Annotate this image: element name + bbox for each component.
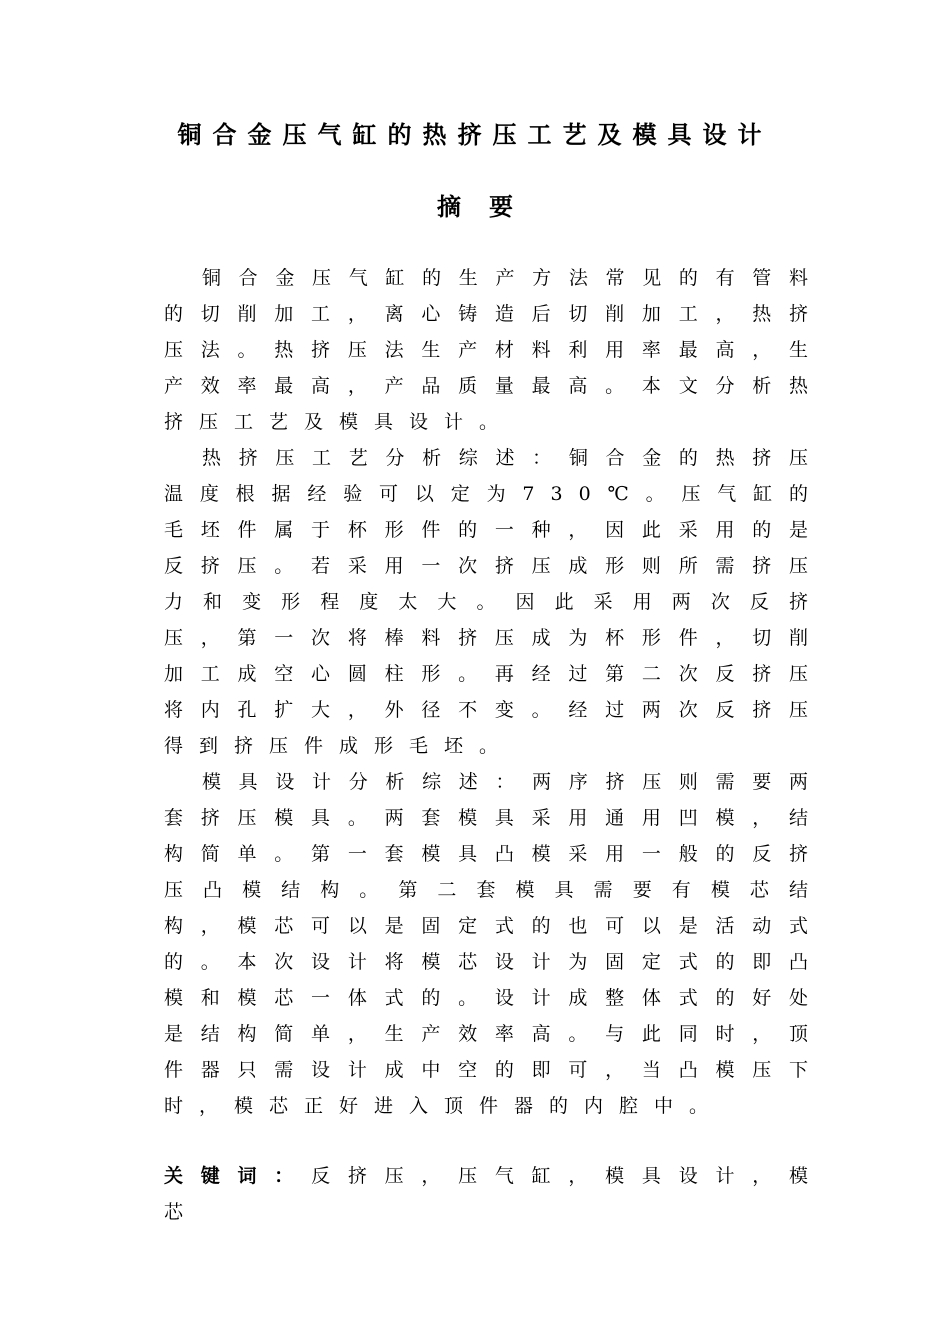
abstract-paragraph-1: 铜合金压气缸的生产方法常见的有管料的切削加工，离心铸造后切削加工，热挤压法。热挤压法生产材料利用率最高，生产效率最高，产品质量最高。本文分析热挤压工艺及模具设计。: [164, 267, 824, 433]
abstract-paragraph-2: 热挤压工艺分析综述：铜合金的热挤压温度根据经验可以定为730℃。压气缸的毛坯件属于杯形件的一种，因此采用的是反挤压。若采用一次挤压成形则所需挤压力和变形程度太大。因此采用两次反挤压，第一次将棒料挤压成为杯形件，切削加工成空心圆柱形。再经过第二次反挤压将内孔扩大，外径不变。经过两次反挤压得到挤压件成形毛坯。: [164, 447, 824, 757]
keywords-label: 关键词：: [164, 1165, 312, 1187]
keywords-line: [164, 1158, 824, 1230]
keywords-text: 反挤压，压气缸，模具设计，模芯: [164, 1165, 824, 1223]
abstract-paragraph-3: 模具设计分析综述：两序挤压则需要两套挤压模具。两套模具采用通用凹模，结构简单。第一套模具凸模采用一般的反挤压凸模结构。第二套模具需要有模芯结构，模芯可以是固定式的也可以是活动式的。本次设计将模芯设计为固定式的即凸模和模芯一体式的。设计成整体式的好处是结构简单，生产效率高。与此同时，顶件器只需设计成中空的即可，当凸模压下时，模芯正好进入顶件器的内腔中。: [164, 771, 824, 1117]
abstract-body: [164, 260, 824, 1230]
abstract-heading: 摘要: [437, 193, 541, 221]
document-title: 铜合金压气缸的热挤压工艺及模具设计: [177, 121, 773, 149]
